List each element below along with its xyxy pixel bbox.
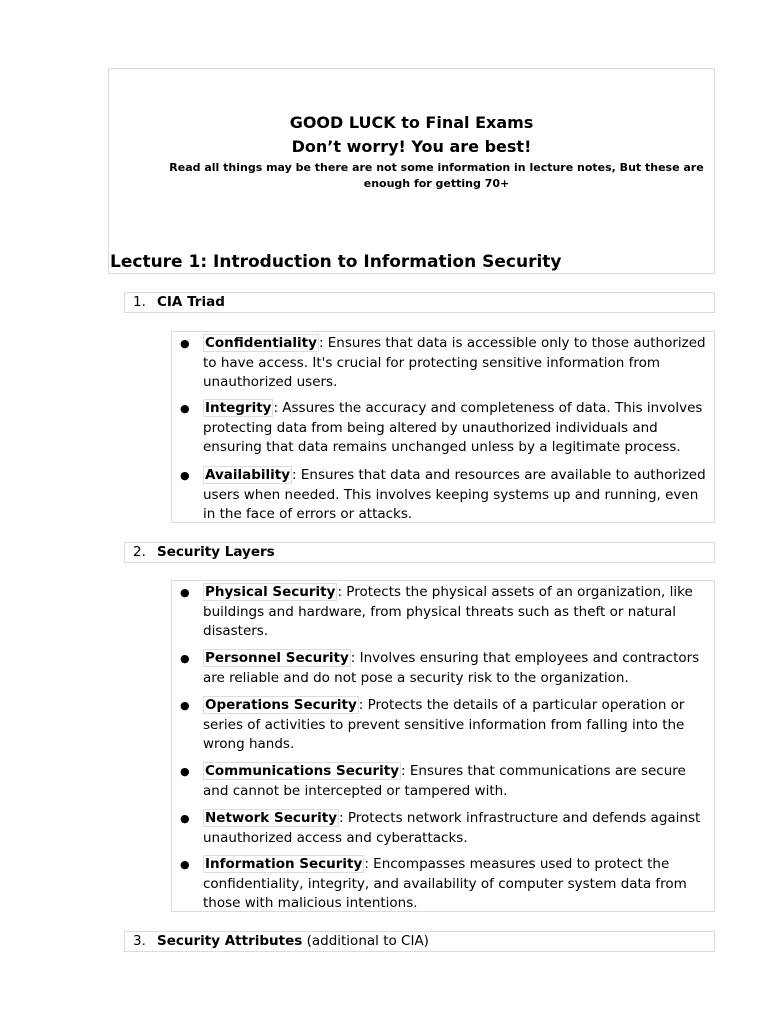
item-text: : Ensures that data is accessible only to those authorized to have access. It's crucial for protecting sensitive information from unauthorized users. [203,335,706,390]
lecture-heading: Lecture 1: Introduction to Information Security [110,252,562,272]
section-heading-security-layers [124,542,715,563]
item-term: Communications Security [205,763,400,779]
page-subtitle: Don’t worry! You are best! [291,137,532,156]
bullet-icon: ● [180,858,190,871]
section-heading-security-attributes [124,931,715,952]
security-layers-list [171,580,715,912]
page-title: GOOD LUCK to Final Exams [289,113,534,132]
item-term: Information Security [205,856,363,872]
header-box [108,68,715,274]
section-label [157,543,275,562]
item-term: Personnel Security [205,650,349,666]
bullet-icon: ● [180,402,190,415]
item-term: Availability [205,467,291,483]
section-number: 3. [133,933,146,949]
bullet-icon: ● [180,699,190,712]
item-term: Network Security [205,810,338,826]
section-label [157,932,429,951]
header-note: Read all things may be there are not some information in lecture notes, But these are enough for getting 70+ [169,161,704,190]
item-text: : Protects the details of a particular operation or series of activities to prevent sensitive information from falling into the wrong hands. [203,697,685,752]
item-text: : Protects network infrastructure and defends against unauthorized access and cyberattacks. [203,810,701,846]
bullet-icon: ● [180,765,190,778]
item-term: Operations Security [205,697,357,713]
item-text: : Involves ensuring that employees and contractors are reliable and do not pose a security risk to the organization. [203,650,700,686]
item-term: Physical Security [205,584,336,600]
section-label-text: Security Attributes [157,933,303,949]
item-term: Integrity [205,400,272,416]
section-number: 2. [133,544,146,560]
bullet-icon: ● [180,469,190,482]
section-label-text: Security Layers [157,544,275,560]
item-text: : Ensures that communications are secure and cannot be intercepted or tampered with. [203,763,686,799]
item-term: Confidentiality [205,335,317,351]
item-text: : Assures the accuracy and completeness of data. This involves protecting data from being altered by unauthorized individuals and ensuring that data remains unchanged unless by a legitimate process. [203,400,703,455]
bullet-icon: ● [180,586,190,599]
bullet-icon: ● [180,812,190,825]
bullet-icon: ● [180,652,190,665]
section-label-text: CIA Triad [157,294,225,310]
bullet-icon: ● [180,337,190,350]
item-text: : Ensures that data and resources are available to authorized users when needed. This involves keeping systems up and running, even in the face of errors or attacks. [203,467,706,522]
item-text: : Protects the physical assets of an organization, like buildings and hardware, from physical threats such as theft or natural disasters. [203,584,693,639]
item-text: : Encompasses measures used to protect the confidentiality, integrity, and availability of computer system data from those with malicious intentions. [203,856,687,911]
cia-triad-list [171,331,715,523]
section-label [157,293,225,312]
section-heading-cia-triad [124,292,715,313]
section-number: 1. [133,294,146,310]
section-label-suffix: (additional to CIA) [302,933,429,949]
